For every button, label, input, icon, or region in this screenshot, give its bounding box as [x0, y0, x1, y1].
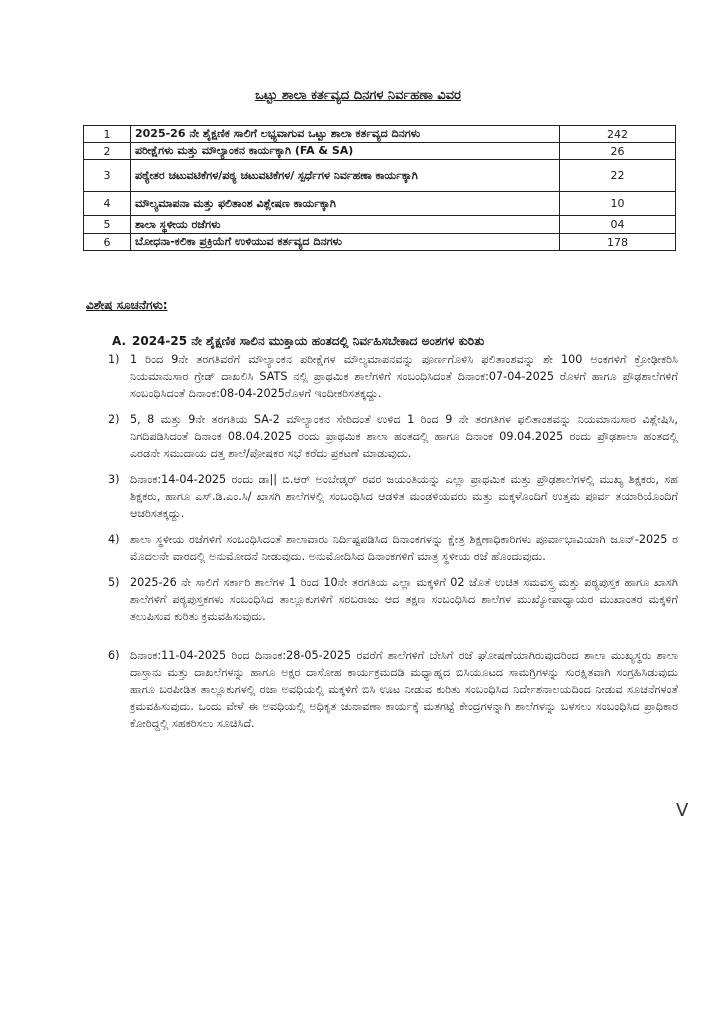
instruction-number: 6): [108, 649, 120, 662]
instruction-text: 2025-26 ನೇ ಸಾಲಿಗೆ ಸರ್ಕಾರಿ ಶಾಲೆಗಳ 1 ರಿಂದ 10ನೇ ತರಗತಿಯ ಎಲ್ಲಾ ಮಕ್ಕಳಿಗೆ 02 ಜೊತೆ ಉಚಿತ ಸಮವಸ್ತ್ರ ಮತ್ತು ಪಠ್ಯಪುಸ್ತಕ ಹಾಗೂ ಖಾಸಗಿ ಶಾಲೆಗಳಿಗೆ ಪಠ್ಯಪುಸ್ತಕಗಳು ಸಂಬಂಧಿಸಿದ ತಾಲ್ಲೂಕುಗಳಿಗೆ ಸರಬರಾಜು ಆದ ತಕ್ಷಣ ಸಂಬಂಧಿಸಿದ ಶಾಲೆಗಳ ಮುಖ್ಯೋಪಾಧ್ಯಾಯರ ಮುಖಾಂತರ ಮಕ್ಕಳಿಗೆ ತಲುಪಿಸುವ ಕುರಿತು ಕ್ರಮವಹಿಸುವುದು.: [130, 576, 678, 623]
row-description: ಮೌಲ್ಯಮಾಪನಾ ಮತ್ತು ಫಲಿತಾಂಶ ವಿಶ್ಲೇಷಣ ಕಾರ್ಯಕ್ಕಾಗಿ: [131, 192, 560, 216]
instruction-number: 1): [108, 353, 120, 366]
instruction-number: 4): [108, 533, 120, 546]
row-days-value: 04: [560, 216, 676, 234]
row-description: ಪರೀಕ್ಷೆಗಳು ಮತ್ತು ಮೌಲ್ಯಾಂಕನ ಕಾರ್ಯಕ್ಕಾಗಿ (FA & SA): [131, 143, 560, 160]
row-number: 6: [84, 234, 131, 251]
instruction-item: [108, 351, 678, 402]
section-a-heading: [112, 334, 682, 349]
row-days-value: 242: [560, 126, 676, 143]
row-description: 2025-26 ನೇ ಶೈಕ್ಷಣಿಕ ಸಾಲಿಗೆ ಲಭ್ಯವಾಗುವ ಒಟ್ಟು ಶಾಲಾ ಕರ್ತವ್ಯದ ದಿನಗಳು: [131, 126, 560, 143]
instruction-item: [108, 411, 678, 462]
instruction-text: ದಿನಾಂಕ:14-04-2025 ರಂದು ಡಾ|| ಬಿ.ಆರ್ ಅಂಬೇಡ್ಕರ್ ರವರ ಜಯಂತಿಯನ್ನು ಎಲ್ಲಾ ಪ್ರಾಥಮಿಕ ಮತ್ತು ಪ್ರೌಢಶಾಲೆಗಳಲ್ಲಿ ಮುಖ್ಯ ಶಿಕ್ಷಕರು, ಸಹ ಶಿಕ್ಷಕರು, ಹಾಗೂ ಎಸ್.ಡಿ.ಎಂ.ಸಿ/ ಖಾಸಗಿ ಶಾಲೆಗಳಲ್ಲಿ ಸಂಬಂಧಿಸಿದ ಆಡಳಿತ ಮಂಡಳಿಯವರು ಮತ್ತು ಮಕ್ಕಳೊಂದಿಗೆ ಉತ್ತಮ ಪೂರ್ವ ತಯಾರಿಯೊಂದಿಗೆ ಆಚರಿಸತಕ್ಕದ್ದು.: [130, 473, 678, 520]
instruction-item: [108, 471, 678, 522]
table-row: [84, 216, 676, 234]
row-number: 4: [84, 192, 131, 216]
row-days-value: 178: [560, 234, 676, 251]
instruction-text: 1 ರಿಂದ 9ನೇ ತರಗತಿವರೆಗೆ ಮೌಲ್ಯಾಂಕನ ಪರೀಕ್ಷೆಗಳ ಮೌಲ್ಯಮಾಪನವನ್ನು ಪೂರ್ಣಗೊಳಿಸಿ ಫಲಿತಾಂಶವನ್ನು ಶೇ 100 ಅಂಕಗಳಿಗೆ ಕ್ರೋಢೀಕರಿಸಿ ನಿಯಮಾನುಸಾರ ಗ್ರೇಡ್ ದಾಖಲಿಸಿ SATS ನಲ್ಲಿ ಪ್ರಾಥಮಿಕ ಶಾಲೆಗಳಿಗೆ ಸಂಬಂಧಿಸಿದಂತೆ ದಿನಾಂಕ:07-04-2025 ರೊಳಗೆ ಹಾಗೂ ಪ್ರೌಢಶಾಲೆಗಳಿಗೆ ಸಂಬಂಧಿಸಿದಂತೆ ದಿನಾಂಕ:08-04-2025ರೊಳಗೆ ಇಂದೀಕರಿಸತಕ್ಕದ್ದು.: [130, 353, 678, 400]
instruction-text: 5, 8 ಮತ್ತು 9ನೇ ತರಗತಿಯ SA-2 ಮೌಲ್ಯಾಂಕನ ಸೇರಿದಂತೆ ಉಳಿದ 1 ರಿಂದ 9 ನೇ ತರಗತಿಗಳ ಫಲಿತಾಂಶವನ್ನು ನಿಯಮಾನುಸಾರ ವಿಶ್ಲೇಷಿಸಿ, ನಿಗದಿಪಡಿಸಿದಂತೆ ದಿನಾಂಕ 08.04.2025 ರಂದು ಪ್ರಾಥಮಿಕ ಶಾಲಾ ಹಂತದಲ್ಲಿ ಹಾಗೂ ದಿನಾಂಕ 09.04.2025 ರಂದು ಪ್ರೌಢಶಾಲಾ ಹಂತದಲ್ಲಿ ಎರಡನೇ ಸಮುದಾಯ ದತ್ತ ಶಾಲೆ/ಪೋಷಕರ ಸಭೆ ಕರೆದು ಪ್ರಕಟಣೆ ಮಾಡುವುದು.: [130, 413, 678, 460]
page-title: ಒಟ್ಟು ಶಾಲಾ ಕರ್ತವ್ಯದ ದಿನಗಳ ನಿರ್ವಹಣಾ ವಿವರ: [255, 88, 461, 103]
row-description: ಶಾಲಾ ಸ್ಥಳೀಯ ರಜೆಗಳು: [131, 216, 560, 234]
table-row: [84, 192, 676, 216]
row-number: 2: [84, 143, 131, 160]
special-instructions-heading: ವಿಶೇಷ ಸೂಚನೆಗಳು:: [86, 298, 168, 312]
instruction-text: ದಿನಾಂಕ:11-04-2025 ರಿಂದ ದಿನಾಂಕ:28-05-2025 ರವರೆಗೆ ಶಾಲೆಗಳಿಗೆ ಬೇಸಿಗೆ ರಜೆ ಘೋಷಣೆಯಾಗಿರುವುದರಿಂದ ಶಾಲಾ ಮುಖ್ಯಸ್ಥರು ಶಾಲಾ ದಾಸ್ತಾನು ಮತ್ತು ದಾಖಲೆಗಳನ್ನು ಹಾಗೂ ಅಕ್ಷರ ದಾಸೋಹ ಕಾರ್ಯಕ್ರಮದಡಿ ಮಧ್ಯಾಹ್ನದ ಬಿಸಿಯೂಟದ ಸಾಮಗ್ರಿಗಳನ್ನು ಸುರಕ್ಷಿತವಾಗಿ ಸಂಗ್ರಹಿಸಿಡುವುದು ಹಾಗೂ ಬರಪೀಡಿತ ತಾಲ್ಲೂಕುಗಳಲ್ಲಿ ರಜಾ ಅವಧಿಯಲ್ಲಿ ಮಕ್ಕಳಿಗೆ ಬಿಸಿ ಊಟ ನೀಡುವ ಕುರಿತು ಸಂಬಂಧಿಸಿದ ನಿರ್ದೇಶನಾಲಯದಿಂದ ನೀಡುವ ಸೂಚನೆಗಳಂತೆ ಕ್ರಮವಹಿಸುವುದು. ಒಂದು ವೇಳೆ ಈ ಅವಧಿಯಲ್ಲಿ ಅಧಿಕೃತ ಚುನಾವಣಾ ಕಾರ್ಯಕ್ಕೆ ಮತಗಟ್ಟೆ ಕೇಂದ್ರಗಳನ್ನಾಗಿ ಶಾಲೆಗಳನ್ನು ಬಳಸಲು ಸಂಬಂಧಿಸಿದ ಪ್ರಾಧಿಕಾರ ಕೋರಿದ್ದಲ್ಲಿ ಸಹಕರಿಸಲು ಸೂಚಿಸಿದೆ.: [130, 649, 678, 730]
instruction-number: 3): [108, 473, 120, 486]
section-letter: A.: [112, 334, 127, 348]
row-days-value: 22: [560, 160, 676, 192]
row-description: ಪಠ್ಯೇತರ ಚಟುವಟಿಕೆಗಳ/ಪಠ್ಯ ಚಟುವಟಿಕೆಗಳ/ ಸ್ಪರ್ಧೆಗಳ ನಿರ್ವಹಣಾ ಕಾರ್ಯಕ್ಕಾಗಿ: [131, 160, 560, 192]
row-number: 5: [84, 216, 131, 234]
instruction-number: 5): [108, 576, 120, 589]
row-description: ಬೋಧನಾ-ಕಲಿಕಾ ಪ್ರಕ್ರಿಯೆಗೆ ಉಳಿಯುವ ಕರ್ತವ್ಯದ ದಿನಗಳು: [131, 234, 560, 251]
table-row: [84, 160, 676, 192]
instruction-number: 2): [108, 413, 120, 426]
row-number: 3: [84, 160, 131, 192]
section-title: 2024-25 ನೇ ಶೈಕ್ಷಣಿಕ ಸಾಲಿನ ಮುಕ್ತಾಯ ಹಂತದಲ್ಲಿ ನಿರ್ವಹಿಸಬೇಕಾದ ಅಂಶಗಳ ಕುರಿತು: [132, 334, 485, 348]
instruction-item: [108, 647, 678, 732]
row-number: 1: [84, 126, 131, 143]
instruction-text: ಶಾಲಾ ಸ್ಥಳೀಯ ರಜೆಗಳಿಗೆ ಸಂಬಂಧಿಸಿದಂತೆ ಶಾಲಾವಾರು ನಿರ್ದಿಷ್ಟಪಡಿಸಿದ ದಿನಾಂಕಗಳನ್ನು ಕ್ಷೇತ್ರ ಶಿಕ್ಷಣಾಧಿಕಾರಿಗಳು ಪೂರ್ವಾಭಾವಿಯಾಗಿ ಜೂನ್-2025 ರ ಮೊದಲನೇ ವಾರದಲ್ಲಿ ಅನುಮೋದನೆ ನೀಡುವುದು. ಅನುಮೋದಿಸಿದ ದಿನಾಂಕಗಳಿಗೆ ಮಾತ್ರ ಸ್ಥಳೀಯ ರಜೆ ಹೊಂದುವುದು.: [130, 533, 678, 563]
working-days-table: [83, 125, 676, 251]
instruction-item: [108, 574, 678, 625]
table-row: [84, 126, 676, 143]
instruction-list: [108, 351, 678, 741]
table-row: [84, 143, 676, 160]
row-days-value: 10: [560, 192, 676, 216]
handwritten-tick-mark: V: [676, 800, 689, 821]
table-row: [84, 234, 676, 251]
row-days-value: 26: [560, 143, 676, 160]
instruction-item: [108, 531, 678, 565]
